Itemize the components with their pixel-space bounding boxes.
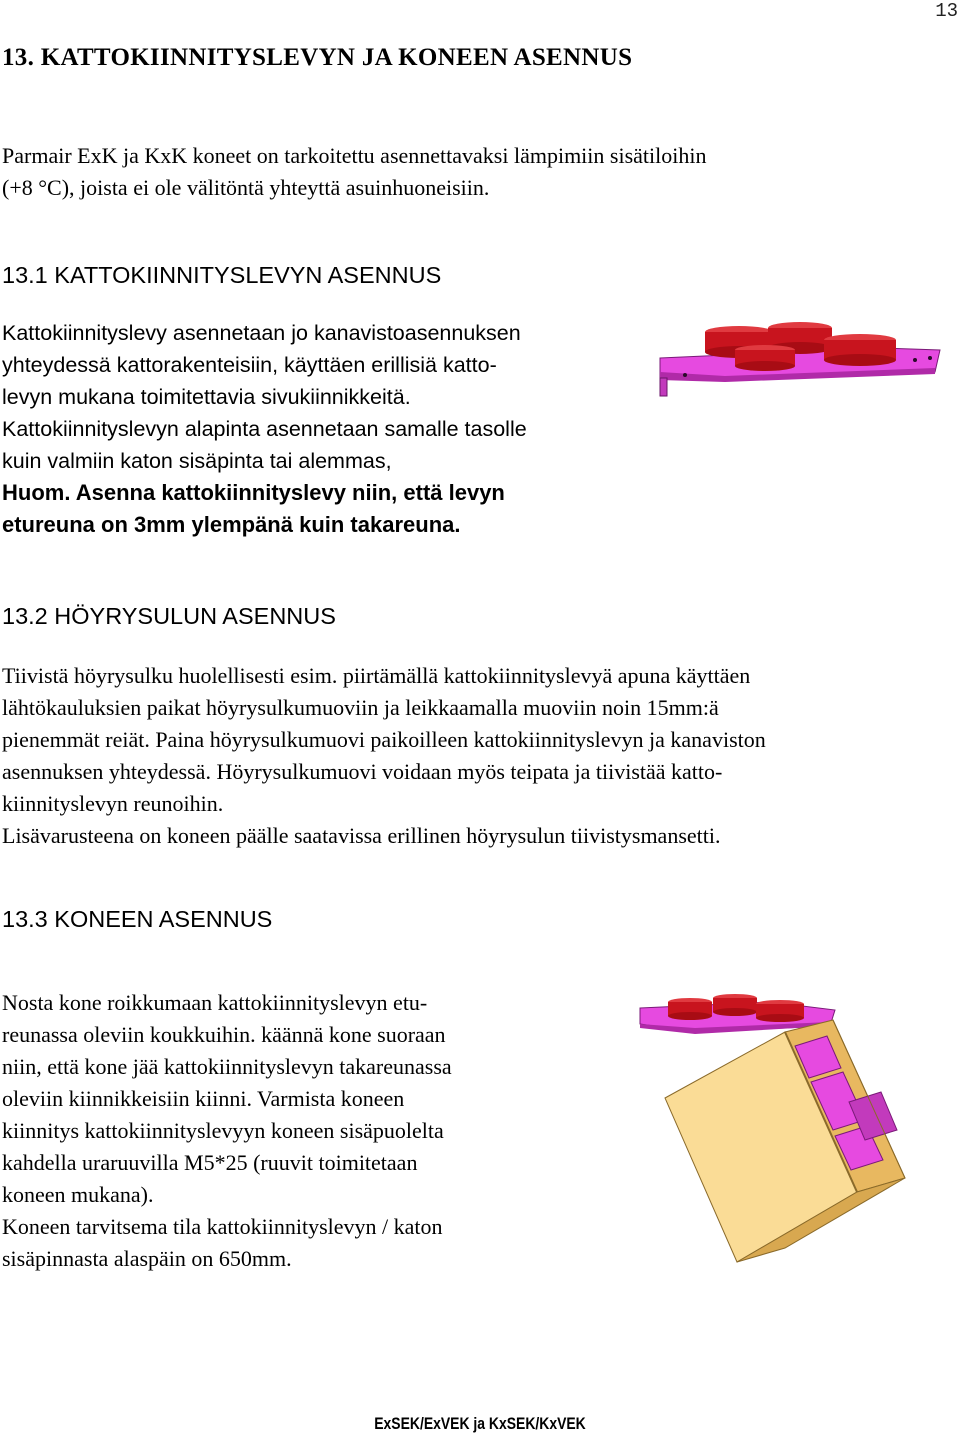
section-13-1-note: Huom. Asenna kattokiinnityslevy niin, että levyn etureuna on 3mm ylempänä kuin takareuna. — [2, 480, 505, 537]
section-13-3-heading: 13.3 KONEEN ASENNUS — [2, 906, 273, 932]
section-13-1-text: Kattokiinnityslevy asennetaan jo kanavistoasennuksen yhteydessä kattorakenteisiin, käyttäen erillisiä katto- levyn mukana toimitettavia sivukiinnikkeitä. Kattokiinnityslevyn alapinta asennetaan samalle tasolle kuin valmiin katon sisäpinta tai alemmas, — [2, 321, 527, 473]
section-13-2-heading: 13.2 HÖYRYSULUN ASENNUS — [2, 603, 336, 629]
mounting-plate-illustration — [655, 320, 945, 400]
section-13-1-heading: 13.1 KATTOKIINNITYSLEVYN ASENNUS — [2, 262, 442, 288]
intro-paragraph: Parmair ExK ja KxK koneet on tarkoitettu asennettavaksi lämpimiin sisätiloihin (+8 °C), joista ei ole välitöntä yhteyttä asuinhuoneisiin. — [2, 143, 707, 200]
section-13-2-text: Tiivistä höyrysulku huolellisesti esim. piirtämällä kattokiinnityslevyä apuna käyttäen lähtökauluksien paikat höyrysulkumuoviin ja leikkaamalla muoviin noin 15mm:ä pienemmät reiät. Paina höyrysulkumuovi paikoilleen kattokiinnityslevyn ja kanaviston asennuksen yhteydessä. Höyrysulkumuovi voidaan myös teipata ja tiivistää katto- kiinnityslevyn reunoihin. Lisävarusteena on koneen päälle saatavissa erillinen höyrysulun tiivistysmansetti. — [2, 663, 766, 848]
footer-model-text: ExSEK/ExVEK ja KxSEK/KxVEK — [374, 1414, 586, 1433]
section-13-3-text: Nosta kone roikkumaan kattokiinnityslevyn etu- reunassa oleviin koukkuihin. käännä kone suoraan niin, että kone jää kattokiinnityslevyn takareunassa oleviin kiinnikkeisiin kiinni. Varmista koneen kiinnitys kattokiinnityslevyyn koneen sisäpuolelta kahdella uraruuvilla M5*25 (ruuvit toimitetaan koneen mukana). Koneen tarvitsema tila kattokiinnityslevyn / katon sisäpinnasta alaspäin on 650mm. — [2, 990, 452, 1271]
unit-installation-illustration — [635, 990, 955, 1310]
page-number: 13 — [935, 0, 958, 22]
page-title: 13. KATTOKIINNITYSLEVYN JA KONEEN ASENNUS — [2, 44, 633, 71]
